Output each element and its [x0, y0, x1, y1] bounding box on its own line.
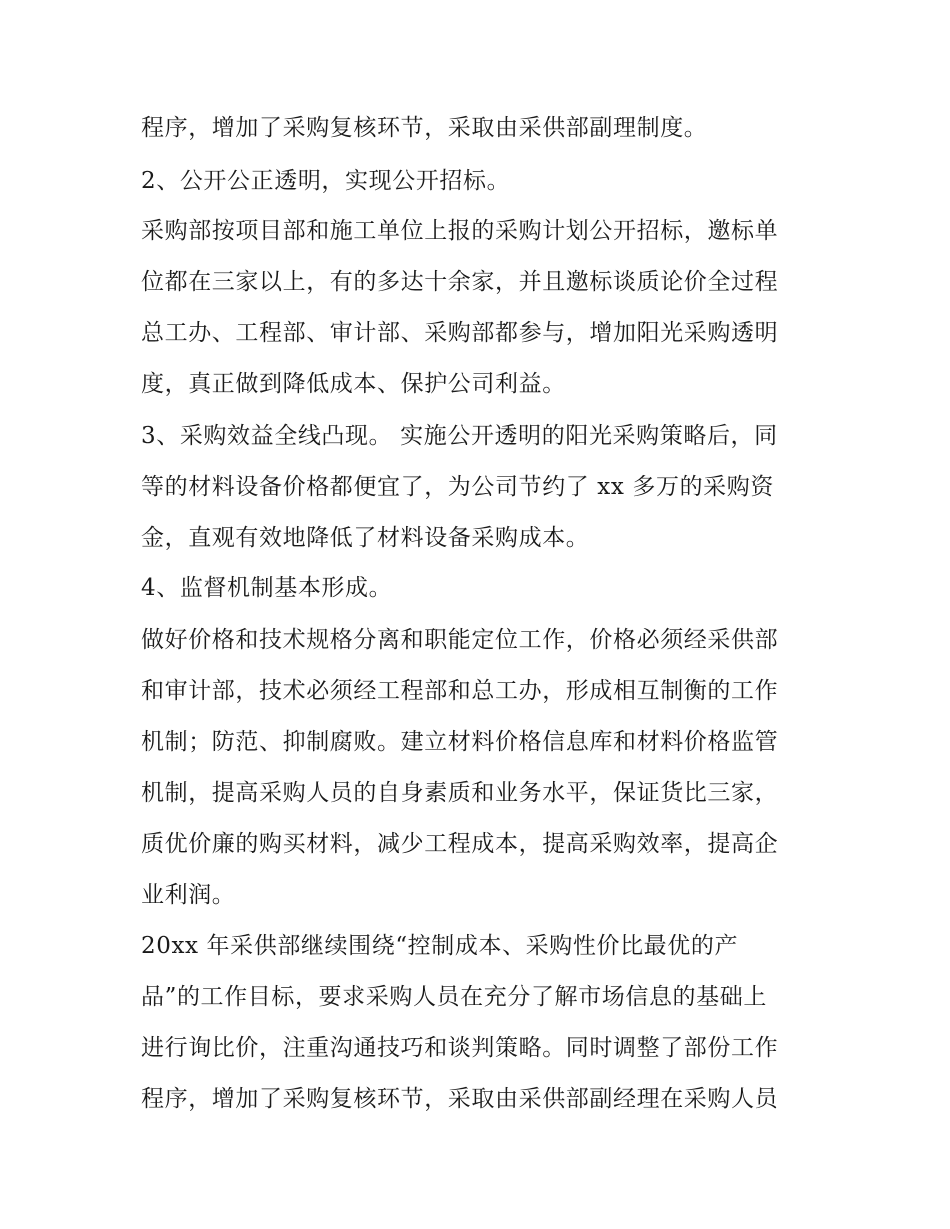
paragraph-line: 机制；防范、抑制腐败。建立材料价格信息库和材料价格监管: [141, 729, 779, 755]
paragraph-line: 程序，增加了采购复核环节，采取由采供部副经理在采购人员: [141, 1086, 779, 1112]
paragraph-line: 程序，增加了采购复核环节，采取由采供部副理制度。: [141, 115, 708, 141]
paragraph-line: 等的材料设备价格都便宜了，为公司节约了 xx 多万的采购资: [141, 474, 774, 500]
paragraph-line: 20xx 年采供部继续围绕“控制成本、采购性价比最优的产: [141, 933, 739, 959]
section-heading: 2、公开公正透明，实现公开招标。: [141, 168, 511, 194]
paragraph-line: 金，直观有效地降低了材料设备采购成本。: [141, 525, 590, 551]
paragraph-line: 和审计部，技术必须经工程部和总工办，形成相互制衡的工作: [141, 678, 779, 704]
paragraph-line: 位都在三家以上，有的多达十余家，并且邀标谈质论价全过程: [141, 269, 779, 295]
section-heading: 3、采购效益全线凸现。 实施公开透明的阳光采购策略后，同: [141, 423, 778, 449]
paragraph-line: 进行询比价，注重沟通技巧和谈判策略。同时调整了部份工作: [141, 1035, 779, 1061]
paragraph-line: 机制，提高采购人员的自身素质和业务水平，保证货比三家，: [141, 780, 779, 806]
paragraph-line: 业利润。: [141, 882, 236, 908]
paragraph-line: 品”的工作目标，要求采购人员在充分了解市场信息的基础上: [141, 984, 767, 1010]
paragraph-line: 采购部按项目部和施工单位上报的采购计划公开招标，邀标单: [141, 218, 779, 244]
section-heading: 4、监督机制基本形成。: [141, 575, 393, 601]
paragraph-line: 做好价格和技术规格分离和职能定位工作，价格必须经采供部: [141, 627, 779, 653]
paragraph-line: 总工办、工程部、审计部、采购部都参与，增加阳光采购透明: [141, 320, 779, 346]
paragraph-line: 质优价廉的购买材料，减少工程成本，提高采购效率，提高企: [141, 831, 779, 857]
paragraph-line: 度，真正做到降低成本、保护公司利益。: [141, 371, 566, 397]
